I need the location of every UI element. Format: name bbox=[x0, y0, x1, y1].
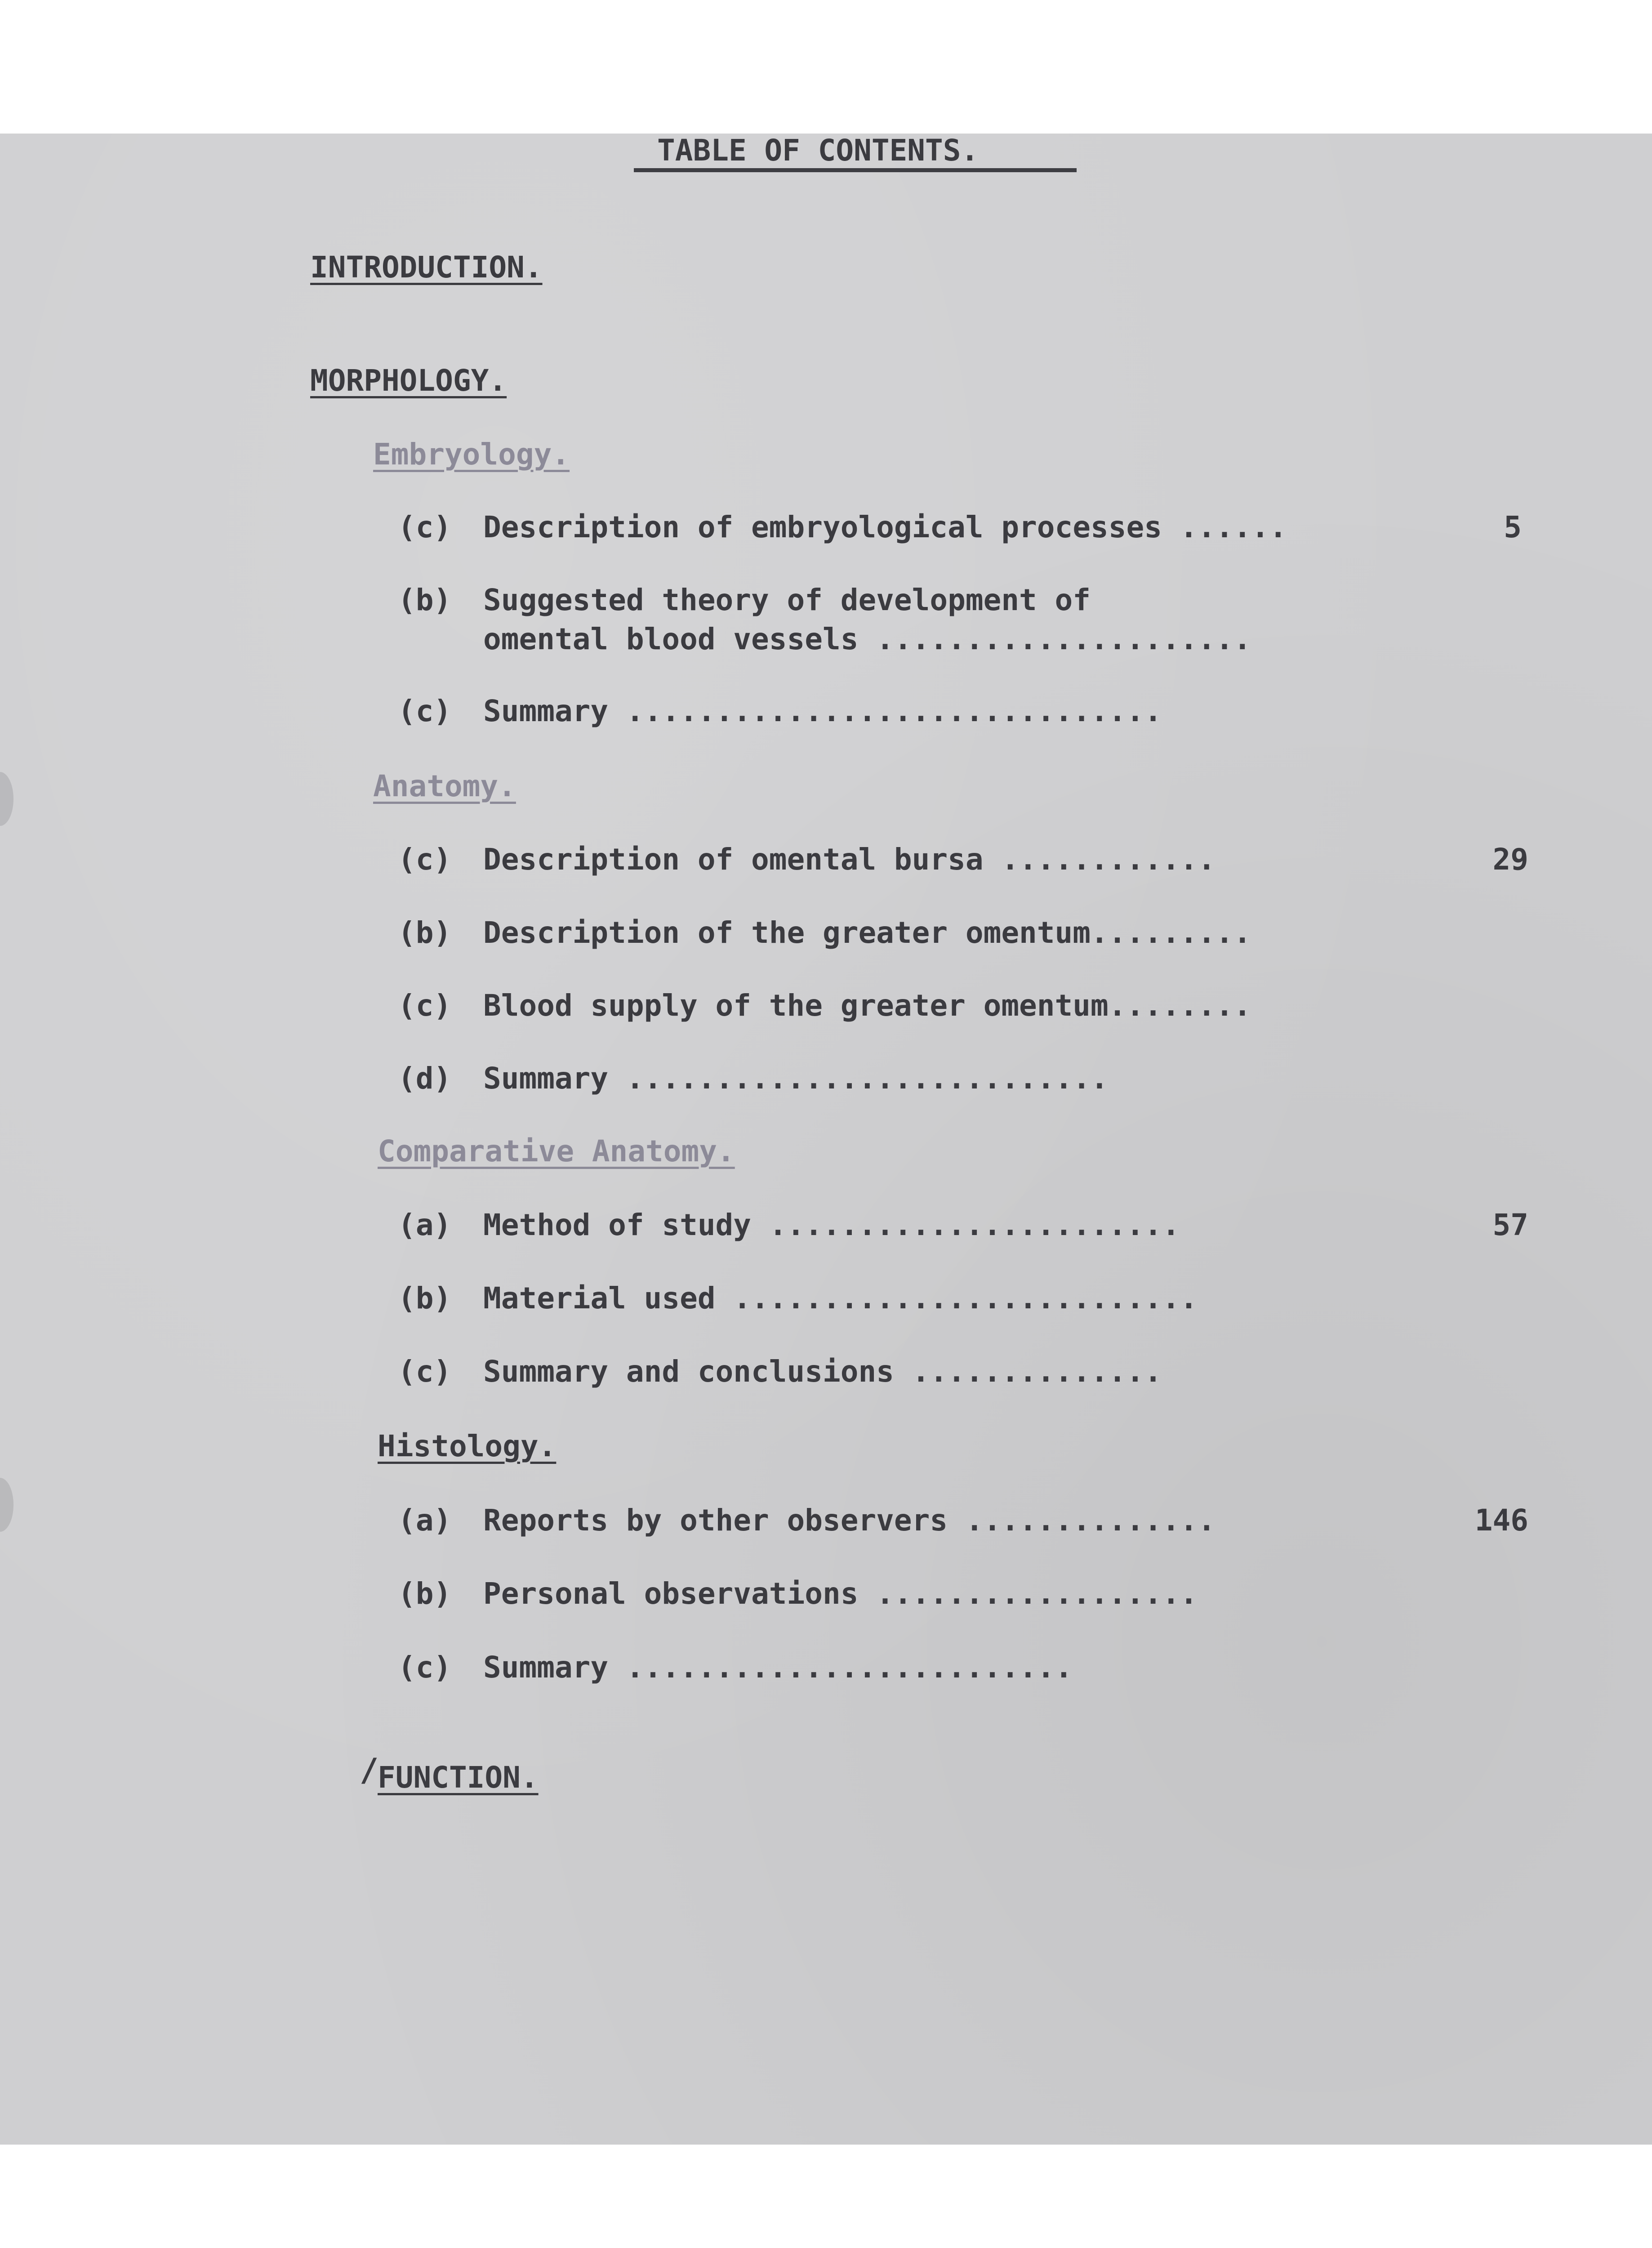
toc-entry-text: Personal observations .................. bbox=[483, 1576, 1198, 1611]
toc-entry-text: Summary and conclusions .............. bbox=[483, 1354, 1162, 1389]
scanned-page bbox=[0, 134, 1652, 2145]
subsection-embryology: Embryology. bbox=[373, 437, 570, 472]
toc-entry-label: (b) bbox=[398, 915, 452, 950]
toc-entry-text: Description of the greater omentum......... bbox=[483, 915, 1251, 950]
toc-entry-label: (c) bbox=[398, 694, 452, 728]
toc-entry-label: (b) bbox=[398, 583, 452, 617]
toc-entry-label: (c) bbox=[398, 842, 452, 877]
toc-entry-label: (b) bbox=[398, 1281, 452, 1316]
title-underline bbox=[634, 168, 1077, 172]
subsection-comparative-anatomy: Comparative Anatomy. bbox=[378, 1134, 735, 1169]
toc-entry-text: Reports by other observers .............. bbox=[483, 1503, 1216, 1538]
toc-entry-page: 57 bbox=[1492, 1208, 1528, 1242]
toc-entry-label: (c) bbox=[398, 510, 452, 544]
toc-entry-label: (a) bbox=[398, 1208, 452, 1242]
toc-entry-text: Blood supply of the greater omentum........ bbox=[483, 988, 1251, 1023]
toc-entry-page: 146 bbox=[1474, 1503, 1528, 1538]
toc-entry-label: (c) bbox=[398, 1650, 452, 1685]
toc-entry-text: Method of study ....................... bbox=[483, 1208, 1180, 1242]
section-introduction: INTRODUCTION. bbox=[310, 250, 543, 285]
subsection-anatomy: Anatomy. bbox=[373, 769, 516, 803]
toc-entry-label: (c) bbox=[398, 1354, 452, 1389]
toc-entry-page: 29 bbox=[1492, 842, 1528, 877]
toc-entry-text: Description of omental bursa ............ bbox=[483, 842, 1216, 877]
page-title: TABLE OF CONTENTS. bbox=[657, 133, 979, 168]
toc-entry-text-continued: omental blood vessels ..................... bbox=[483, 622, 1251, 656]
subsection-histology: Histology. bbox=[378, 1429, 557, 1463]
toc-entry-label: (a) bbox=[398, 1503, 452, 1538]
scan-edge-blot bbox=[0, 772, 13, 826]
toc-entry-text: Summary ........................... bbox=[483, 1061, 1109, 1096]
toc-entry-text: Summary .............................. bbox=[483, 694, 1162, 728]
toc-entry-page: 5 bbox=[1504, 510, 1522, 544]
toc-entry-text: Description of embryological processes ...... bbox=[483, 510, 1287, 544]
toc-entry-text: Summary ......................... bbox=[483, 1650, 1073, 1685]
section-morphology: MORPHOLOGY. bbox=[310, 363, 507, 398]
toc-entry-text: Suggested theory of development of bbox=[483, 583, 1091, 617]
toc-entry-label: (d) bbox=[398, 1061, 452, 1096]
margin-mark: / bbox=[360, 1752, 379, 1789]
toc-entry-label: (b) bbox=[398, 1576, 452, 1611]
toc-entry-label: (c) bbox=[398, 988, 452, 1023]
toc-entry-text: Material used .......................... bbox=[483, 1281, 1198, 1316]
section-function: FUNCTION. bbox=[378, 1760, 539, 1795]
scan-edge-blot bbox=[0, 1478, 13, 1532]
